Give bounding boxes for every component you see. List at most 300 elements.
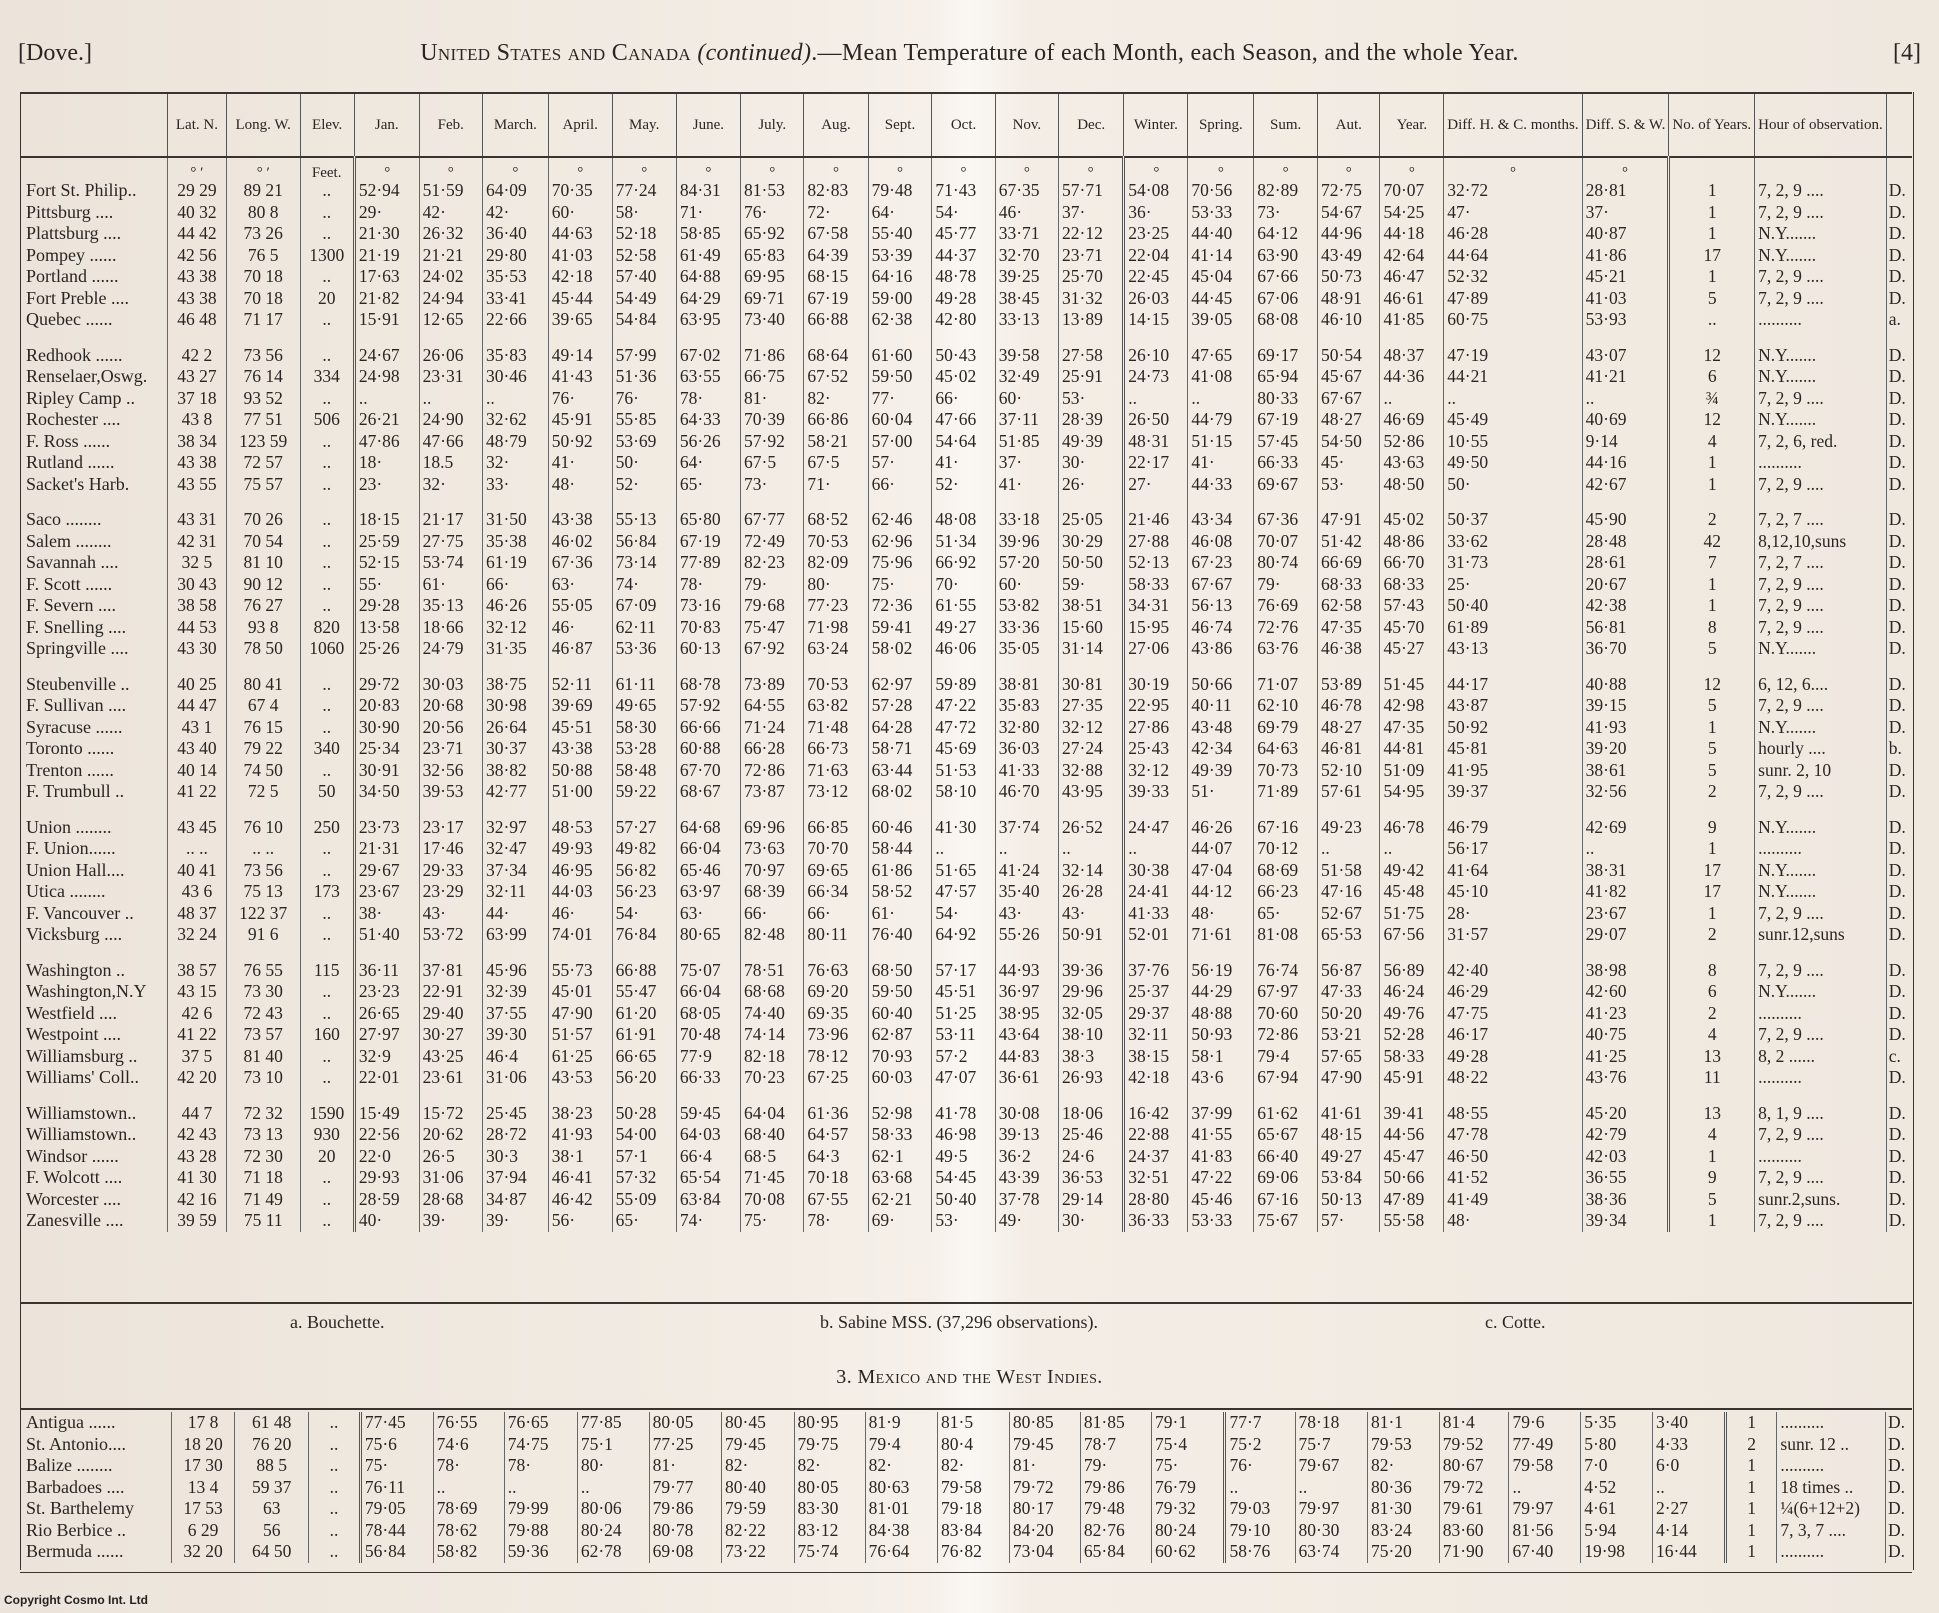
data-cell: D. (1886, 180, 1912, 202)
spacer-cell (932, 660, 995, 674)
data-cell: 47·07 (932, 1067, 995, 1089)
spacer-cell (1124, 1089, 1188, 1103)
data-cell: 73·40 (741, 309, 804, 331)
spacer-cell (1669, 331, 1755, 345)
data-cell: 54·50 (1318, 431, 1380, 453)
spacer-cell (1318, 803, 1380, 817)
data-cell: 21·21 (419, 245, 482, 267)
data-cell: .......... (1777, 1541, 1886, 1563)
unit-cell (1755, 157, 1887, 180)
data-cell: 22·56 (354, 1124, 419, 1146)
data-cell: 67·77 (741, 509, 804, 531)
station-name: St. Antonio.... (26, 1433, 127, 1454)
data-cell: 43·49 (1318, 245, 1380, 267)
spacer-cell (741, 495, 804, 509)
spacer-cell (419, 331, 482, 345)
data-cell: 52·10 (1318, 760, 1380, 782)
data-cell: 45·70 (1380, 617, 1444, 639)
data-cell: 76 27 (226, 595, 300, 617)
table-row (20, 509, 1912, 531)
data-cell: 1 (1669, 223, 1755, 245)
data-cell: 23·31 (419, 366, 482, 388)
data-cell: 45·47 (1380, 1146, 1444, 1168)
table-row (20, 574, 1912, 596)
data-cell: 42·69 (1582, 817, 1669, 839)
data-cell: D. (1886, 1541, 1912, 1563)
data-cell: 57·40 (612, 266, 676, 288)
data-cell: 23·17 (419, 817, 482, 839)
data-cell: 28· (1444, 903, 1582, 925)
data-cell: 45·77 (932, 223, 995, 245)
data-cell: D. (1886, 674, 1912, 696)
data-cell: 30·98 (482, 695, 548, 717)
data-cell: 40·11 (1188, 695, 1254, 717)
data-cell: 5 (1669, 738, 1755, 760)
data-cell: 30·38 (1124, 860, 1188, 882)
table-row (20, 431, 1912, 453)
data-cell: 32·49 (995, 366, 1058, 388)
spacer-cell (419, 660, 482, 674)
data-cell: 44·63 (548, 223, 612, 245)
data-cell: 17 (1669, 881, 1755, 903)
data-cell: 41·03 (1582, 288, 1669, 310)
data-cell: 69·20 (804, 981, 868, 1003)
data-cell: 79·86 (649, 1498, 721, 1520)
data-cell: 55·85 (612, 409, 676, 431)
data-cell: 40·75 (1582, 1024, 1669, 1046)
footnote-a: a. Bouchette. (290, 1312, 385, 1332)
data-cell: 123 59 (226, 431, 300, 453)
data-cell: 67·23 (1188, 552, 1254, 574)
data-cell: 31·32 (1059, 288, 1124, 310)
station-name: Sacket's Harb. (26, 473, 130, 494)
data-cell: 80·33 (1254, 388, 1318, 410)
data-cell: 42·64 (1380, 245, 1444, 267)
spacer-cell (482, 331, 548, 345)
data-cell: 41·49 (1444, 1189, 1582, 1211)
data-cell: 46·41 (548, 1167, 612, 1189)
data-cell: 42·34 (1188, 738, 1254, 760)
data-cell: 37 18 (167, 388, 226, 410)
data-cell: D. (1886, 1189, 1912, 1211)
data-cell: 22·17 (1124, 452, 1188, 474)
data-cell: 76·69 (1254, 595, 1318, 617)
data-cell: 39· (419, 1210, 482, 1232)
data-cell: 41·78 (932, 1103, 995, 1125)
data-cell: 79·67 (1295, 1455, 1367, 1477)
data-cell: 70·53 (804, 674, 868, 696)
data-cell: 62·21 (868, 1189, 932, 1211)
data-cell: 78·12 (804, 1046, 868, 1068)
data-cell: 80·36 (1367, 1477, 1439, 1499)
data-cell: 63·97 (676, 881, 740, 903)
data-cell: 39·41 (1380, 1103, 1444, 1125)
station-name: Salem ........ (26, 530, 112, 551)
column-header (1886, 94, 1912, 157)
data-cell: 25·34 (354, 738, 419, 760)
column-header: Hour of observation. (1755, 94, 1887, 157)
data-cell: 64·29 (676, 288, 740, 310)
spacer-cell (1669, 660, 1755, 674)
data-cell: 57·92 (741, 431, 804, 453)
data-cell: .. (309, 1541, 361, 1563)
data-cell: 40 41 (167, 860, 226, 882)
unit-cell: Feet. (300, 157, 354, 180)
data-cell: .. (300, 388, 354, 410)
data-cell: sunr. 2, 10 (1755, 760, 1887, 782)
data-cell: 25·37 (1124, 981, 1188, 1003)
spacer-cell (1582, 331, 1669, 345)
data-cell: 36·53 (1059, 1167, 1124, 1189)
data-cell: 47·90 (1318, 1067, 1380, 1089)
data-cell: 66·88 (612, 960, 676, 982)
data-cell: 58·76 (1225, 1541, 1295, 1563)
station-name: Balize ........ (26, 1455, 113, 1475)
data-cell: 23·71 (419, 738, 482, 760)
data-cell: 53· (932, 1210, 995, 1232)
data-cell: 82·22 (722, 1520, 794, 1542)
data-cell: 30·81 (1059, 674, 1124, 696)
data-cell: 70·07 (1380, 180, 1444, 202)
spacer-cell (167, 495, 226, 509)
data-cell: 68·08 (1254, 309, 1318, 331)
data-cell: 82·89 (1254, 180, 1318, 202)
unit-cell: ° ′ (167, 157, 226, 180)
data-cell: 66·04 (676, 838, 740, 860)
data-cell: 61· (419, 574, 482, 596)
data-cell: 71·89 (1254, 781, 1318, 803)
data-cell: 46·02 (548, 531, 612, 553)
station-name: Redhook ...... (26, 344, 123, 365)
data-cell: 71·43 (932, 180, 995, 202)
spacer-cell (995, 803, 1058, 817)
spacer-cell (548, 1089, 612, 1103)
data-cell: a. (1886, 309, 1912, 331)
data-cell: 66·28 (741, 738, 804, 760)
data-cell: 67·67 (1318, 388, 1380, 410)
data-cell: 22·91 (419, 981, 482, 1003)
data-cell: 67·52 (804, 366, 868, 388)
station-name: Pompey ...... (26, 244, 117, 265)
data-cell: 50· (1444, 474, 1582, 496)
data-cell: 1590 (300, 1103, 354, 1125)
data-cell: D. (1886, 760, 1912, 782)
group-spacer (20, 331, 1912, 345)
data-cell: 77·89 (676, 552, 740, 574)
spacer-cell (20, 946, 167, 960)
data-cell: 61·86 (868, 860, 932, 882)
data-cell: 79·4 (865, 1434, 937, 1456)
data-cell: 73· (741, 474, 804, 496)
column-header: Oct. (932, 94, 995, 157)
data-cell: 62·58 (1318, 595, 1380, 617)
data-cell: 41·93 (1582, 717, 1669, 739)
data-cell: N.Y....... (1755, 638, 1887, 660)
data-cell: .. (577, 1477, 649, 1499)
data-cell: 38·95 (995, 1003, 1058, 1025)
station-name: Antigua ...... (26, 1412, 116, 1432)
data-cell: 61· (868, 903, 932, 925)
data-cell: D. (1886, 509, 1912, 531)
data-cell: 44 42 (167, 223, 226, 245)
data-cell: 61·25 (548, 1046, 612, 1068)
table-row (20, 202, 1912, 224)
table-row (20, 309, 1912, 331)
data-cell: 60·75 (1444, 309, 1582, 331)
data-cell: 7, 2, 9 .... (1755, 1124, 1887, 1146)
data-cell: 39·13 (995, 1124, 1058, 1146)
data-cell: 72·49 (741, 531, 804, 553)
data-cell: 45·96 (482, 960, 548, 982)
data-cell: 74·01 (548, 924, 612, 946)
station-name: Saco ........ (26, 509, 102, 529)
data-cell: 91 6 (226, 924, 300, 946)
data-cell: 32·62 (482, 409, 548, 431)
spacer-cell (1444, 1089, 1582, 1103)
data-cell: 47·04 (1188, 860, 1254, 882)
data-cell: 71·61 (1188, 924, 1254, 946)
data-cell: 39· (482, 1210, 548, 1232)
data-cell: 79·52 (1439, 1434, 1509, 1456)
data-cell: 46·10 (1318, 309, 1380, 331)
data-cell: 29· (354, 202, 419, 224)
data-cell: 15·91 (354, 309, 419, 331)
data-cell: 60·88 (676, 738, 740, 760)
data-cell: 31·06 (419, 1167, 482, 1189)
data-cell: 51·25 (932, 1003, 995, 1025)
spacer-cell (354, 660, 419, 674)
table-row (20, 180, 1912, 202)
data-cell: 43·86 (1188, 638, 1254, 660)
data-cell: 5 (1669, 1189, 1755, 1211)
data-cell: 36·97 (995, 981, 1058, 1003)
data-cell: 67·06 (1254, 288, 1318, 310)
spacer-cell (300, 660, 354, 674)
data-cell: 48·50 (1380, 474, 1444, 496)
data-cell: 340 (300, 738, 354, 760)
data-cell: 23·61 (419, 1067, 482, 1089)
data-cell: 82·48 (741, 924, 804, 946)
data-cell: 64·92 (932, 924, 995, 946)
station-name: Williamsburg .. (26, 1045, 138, 1066)
data-cell: 1 (1669, 903, 1755, 925)
spacer-cell (1755, 495, 1887, 509)
data-cell: 4·52 (1581, 1477, 1653, 1499)
data-cell: 44·45 (1188, 288, 1254, 310)
data-cell: 5·94 (1581, 1520, 1653, 1542)
data-cell: .. (300, 674, 354, 696)
station-name: Springville .... (26, 638, 129, 658)
data-cell: 34·87 (482, 1189, 548, 1211)
data-cell: 44· (482, 903, 548, 925)
spacer-cell (1582, 946, 1669, 960)
data-cell: .. (300, 531, 354, 553)
spacer-cell (300, 803, 354, 817)
data-cell: 66· (804, 903, 868, 925)
spacer-cell (1059, 803, 1124, 817)
data-cell: 77· (868, 388, 932, 410)
data-cell: 38·23 (548, 1103, 612, 1125)
spacer-cell (868, 803, 932, 817)
data-cell: 58·33 (1380, 1046, 1444, 1068)
data-cell: 70·08 (741, 1189, 804, 1211)
data-cell: 82·23 (741, 552, 804, 574)
data-cell: 43·07 (1582, 345, 1669, 367)
data-cell: .. (1669, 309, 1755, 331)
data-cell: 57·28 (868, 695, 932, 717)
data-cell: 7, 2, 9 .... (1755, 388, 1887, 410)
spacer-cell (1254, 331, 1318, 345)
spacer-cell (932, 495, 995, 509)
data-cell: 60· (995, 574, 1058, 596)
data-cell: 17·46 (419, 838, 482, 860)
data-cell: 21·30 (354, 223, 419, 245)
data-cell: 820 (300, 617, 354, 639)
data-cell: 44·33 (1188, 474, 1254, 496)
data-cell: 29·07 (1582, 924, 1669, 946)
data-cell: 58·44 (868, 838, 932, 860)
data-cell: 76· (548, 388, 612, 410)
data-cell: 35·05 (995, 638, 1058, 660)
table-body-mexico (20, 1412, 1912, 1563)
data-cell: D. (1886, 1520, 1912, 1542)
data-cell: 83·30 (794, 1498, 865, 1520)
data-cell: D. (1886, 366, 1912, 388)
spacer-cell (354, 803, 419, 817)
data-cell: 79·59 (722, 1498, 794, 1520)
data-cell: 73 10 (226, 1067, 300, 1089)
data-cell: 70· (932, 574, 995, 596)
data-cell: .. (300, 860, 354, 882)
data-cell: 48·15 (1318, 1124, 1380, 1146)
data-cell: 41·43 (548, 366, 612, 388)
data-cell: 76· (741, 202, 804, 224)
data-cell: 45·48 (1380, 881, 1444, 903)
data-cell: 30·37 (482, 738, 548, 760)
data-cell: 57·65 (1318, 1046, 1380, 1068)
data-cell: 88 5 (235, 1455, 309, 1477)
data-cell: 56·89 (1380, 960, 1444, 982)
data-cell: 24·90 (419, 409, 482, 431)
data-cell: 31·57 (1444, 924, 1582, 946)
data-cell: 68·50 (868, 960, 932, 982)
data-cell: 22·04 (1124, 245, 1188, 267)
data-cell: 65·54 (676, 1167, 740, 1189)
data-cell: 63·74 (1295, 1541, 1367, 1563)
data-cell: 71·86 (741, 345, 804, 367)
footnote-b: b. Sabine MSS. (37,296 observations). (820, 1312, 1098, 1332)
data-cell: 28·80 (1124, 1189, 1188, 1211)
spacer-cell (300, 495, 354, 509)
data-cell: 80·63 (865, 1477, 937, 1499)
data-cell: 76·63 (804, 960, 868, 982)
data-cell: 49·14 (548, 345, 612, 367)
data-cell: 46·06 (932, 638, 995, 660)
data-cell: .. (300, 309, 354, 331)
data-cell: 67·66 (1254, 266, 1318, 288)
data-cell: 7, 2, 9 .... (1755, 617, 1887, 639)
column-header: Nov. (995, 94, 1058, 157)
spacer-cell (804, 946, 868, 960)
data-cell: ¼(6+12+2) (1777, 1498, 1886, 1520)
data-cell: sunr.12,suns (1755, 924, 1887, 946)
data-cell: 32·70 (995, 245, 1058, 267)
data-cell: 43·39 (995, 1167, 1058, 1189)
data-cell: 48·88 (1188, 1003, 1254, 1025)
spacer-cell (868, 495, 932, 509)
data-cell: 56·81 (1582, 617, 1669, 639)
group-spacer (20, 1089, 1912, 1103)
data-cell: 46· (548, 903, 612, 925)
data-cell: 78· (676, 574, 740, 596)
data-cell: 1 (1669, 474, 1755, 496)
data-cell: 62·78 (577, 1541, 649, 1563)
data-cell: 43 1 (167, 717, 226, 739)
data-cell: 51·59 (419, 180, 482, 202)
data-cell: 73·89 (741, 674, 804, 696)
data-cell: 115 (300, 960, 354, 982)
data-cell: 36· (1124, 202, 1188, 224)
data-cell: .. (300, 1046, 354, 1068)
data-cell: 32·9 (354, 1046, 419, 1068)
data-cell: 67·19 (1254, 409, 1318, 431)
data-cell: 49·39 (1188, 760, 1254, 782)
table-row (20, 1146, 1912, 1168)
data-cell: 23· (354, 474, 419, 496)
data-cell: 39·69 (548, 695, 612, 717)
data-cell: 70·39 (741, 409, 804, 431)
table-row (20, 1520, 1912, 1542)
data-cell: 50·40 (932, 1189, 995, 1211)
data-cell: 46·74 (1188, 617, 1254, 639)
data-cell: 72 5 (226, 781, 300, 803)
data-cell: 63· (676, 903, 740, 925)
data-cell: 79·03 (1225, 1498, 1295, 1520)
data-cell: 30·27 (419, 1024, 482, 1046)
data-cell: 45·51 (548, 717, 612, 739)
data-cell: 39·25 (995, 266, 1058, 288)
data-cell: 64·04 (741, 1103, 804, 1125)
data-cell: 67·16 (1254, 1189, 1318, 1211)
data-cell: 26·21 (354, 409, 419, 431)
data-cell: 68·40 (741, 1124, 804, 1146)
column-header: Sept. (868, 94, 932, 157)
data-cell: 76· (612, 388, 676, 410)
data-cell: 41·25 (1582, 1046, 1669, 1068)
spacer-cell (20, 331, 167, 345)
station-name: Williamstown.. (26, 1102, 137, 1123)
data-cell: 45· (1318, 452, 1380, 474)
station-name: Toronto ...... (26, 738, 115, 758)
data-cell: 58·33 (868, 1124, 932, 1146)
data-cell: D. (1886, 223, 1912, 245)
station-name: Rio Berbice .. (26, 1519, 126, 1540)
data-cell: 67·02 (676, 345, 740, 367)
data-cell: N.Y....... (1755, 981, 1887, 1003)
data-cell: 36·70 (1582, 638, 1669, 660)
data-cell: 37·34 (482, 860, 548, 882)
data-cell: 7, 2, 9 .... (1755, 1024, 1887, 1046)
data-cell: 64·16 (868, 266, 932, 288)
column-header: Diff. S. & W. (1582, 94, 1669, 157)
data-cell: 77·9 (676, 1046, 740, 1068)
data-cell: D. (1886, 1124, 1912, 1146)
data-cell: 61·91 (612, 1024, 676, 1046)
data-cell: 42·77 (482, 781, 548, 803)
data-cell: 76 20 (235, 1434, 309, 1456)
data-cell: 20·68 (419, 695, 482, 717)
data-cell: 42·79 (1582, 1124, 1669, 1146)
